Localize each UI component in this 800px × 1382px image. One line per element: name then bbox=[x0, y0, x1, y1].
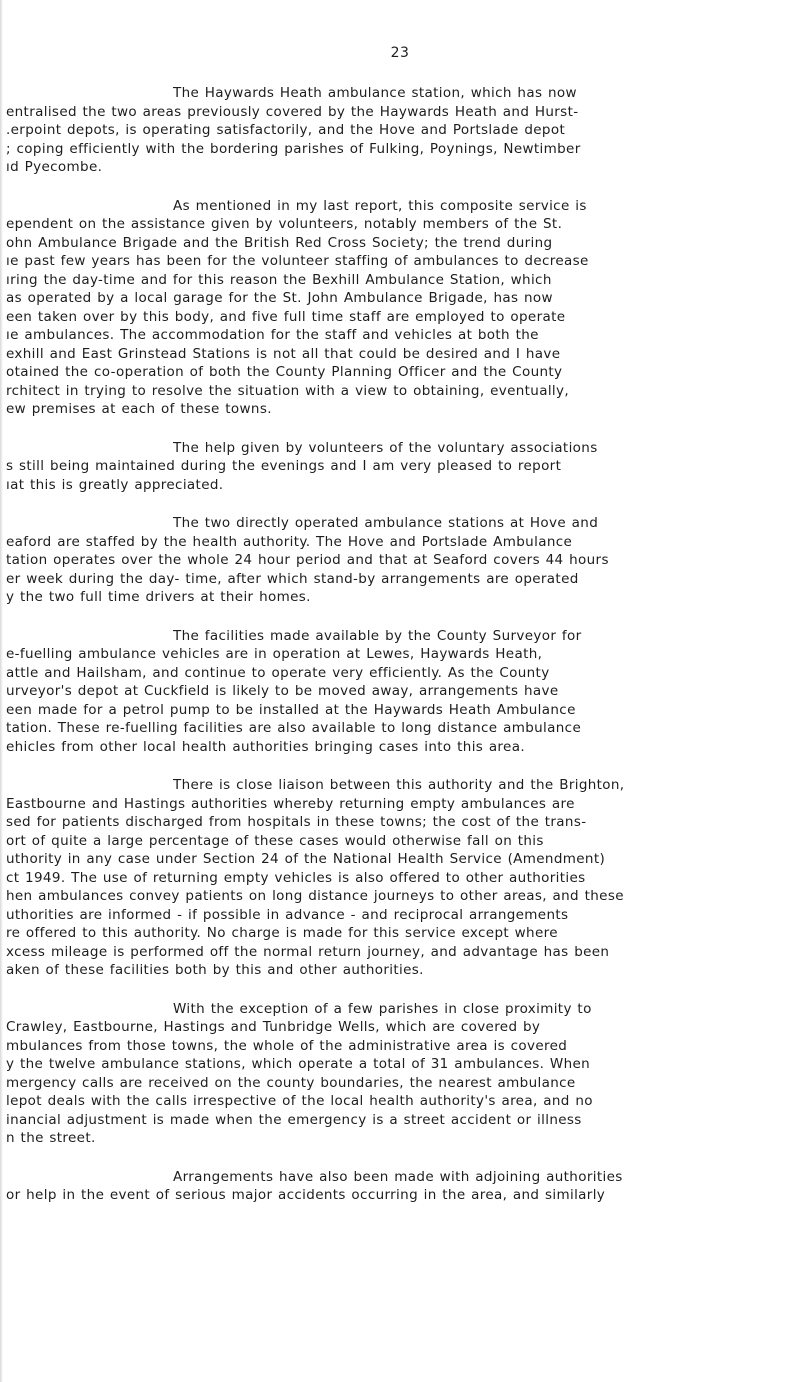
text-line: Eastbourne and Hastings authorities whereby returning empty ambulances are bbox=[6, 795, 575, 812]
text-line: ıe past few years has been for the volunteer staffing of ambulances to decrease bbox=[6, 253, 589, 269]
text-line: tation operates over the whole 24 hour period and that at Seaford covers 44 hours bbox=[6, 552, 609, 568]
text-line: uthorities are informed - if possible in advance - and reciprocal arrangements bbox=[6, 906, 569, 923]
text-line: lepot deals with the calls irrespective of the local health authority's area, and no bbox=[6, 1093, 593, 1109]
text-line: .erpoint depots, is operating satisfactorily, and the Hove and Portslade depot bbox=[6, 122, 566, 138]
text-line: hen ambulances convey patients on long distance journeys to other areas, and these bbox=[6, 888, 624, 904]
text-line: ıring the day-time and for this reason the Bexhill Ambulance Station, which bbox=[6, 271, 552, 288]
text-line: tation. These re-fuelling facilities are also available to long distance ambulance bbox=[6, 720, 582, 736]
text-line: n the street. bbox=[6, 1130, 96, 1146]
text-line: aken of these facilities both by this and other authorities. bbox=[6, 962, 424, 978]
text-line: y the two full time drivers at their homes. bbox=[6, 589, 311, 605]
paragraph bbox=[0, 1000, 800, 1148]
text-line: mbulances from those towns, the whole of the administrative area is covered bbox=[6, 1037, 568, 1054]
text-line: Arrangements have also been made with adjoining authorities bbox=[173, 1168, 623, 1185]
text-line: ort of quite a large percentage of these cases would otherwise fall on this bbox=[6, 832, 544, 849]
text-line: y the twelve ambulance stations, which operate a total of 31 ambulances. When bbox=[6, 1056, 591, 1072]
text-line: e-fuelling ambulance vehicles are in operation at Lewes, Haywards Heath, bbox=[6, 646, 543, 662]
text-line: With the exception of a few parishes in close proximity to bbox=[173, 1000, 592, 1017]
paragraph bbox=[0, 1168, 800, 1205]
text-line: or help in the event of serious major accidents occurring in the area, and similarly bbox=[6, 1187, 606, 1203]
text-line: The Haywards Heath ambulance station, which has now bbox=[173, 85, 577, 101]
text-line: ıd Pyecombe. bbox=[6, 159, 103, 175]
text-line: sed for patients discharged from hospitals in these towns; the cost of the trans- bbox=[6, 814, 587, 830]
text-line: mergency calls are received on the county boundaries, the nearest ambulance bbox=[6, 1074, 576, 1091]
text-line: re offered to this authority. No charge is made for this service except where bbox=[6, 925, 558, 941]
text-line: Crawley, Eastbourne, Hastings and Tunbridge Wells, which are covered by bbox=[6, 1019, 541, 1035]
text-line: ct 1949. The use of returning empty vehicles is also offered to other authorities bbox=[6, 869, 586, 886]
text-line: ependent on the assistance given by volunteers, notably members of the St. bbox=[6, 216, 563, 232]
text-line: uthority in any case under Section 24 of the National Health Service (Amendment) bbox=[6, 851, 606, 867]
text-line: er week during the day- time, after which stand-by arrangements are operated bbox=[6, 570, 579, 587]
paragraph bbox=[0, 514, 800, 607]
text-line: ehicles from other local health authorities bringing cases into this area. bbox=[6, 738, 525, 755]
text-line: xcess mileage is performed off the normal return journey, and advantage has been bbox=[6, 943, 610, 960]
text-line: as operated by a local garage for the St. John Ambulance Brigade, has now bbox=[6, 290, 553, 306]
text-line: inancial adjustment is made when the emergency is a street accident or illness bbox=[6, 1111, 582, 1128]
text-line: As mentioned in my last report, this composite service is bbox=[173, 197, 587, 214]
document-body bbox=[0, 84, 800, 1219]
text-line: eaford are staffed by the health authority. The Hove and Portslade Ambulance bbox=[6, 533, 573, 550]
text-line: The help given by volunteers of the voluntary associations bbox=[173, 439, 598, 456]
text-line: urveyor's depot at Cuckfield is likely to be moved away, arrangements have bbox=[6, 683, 559, 699]
text-line: ıe ambulances. The accommodation for the staff and vehicles at both the bbox=[6, 327, 539, 343]
text-line: otained the co-operation of both the County Planning Officer and the County bbox=[6, 364, 563, 380]
text-line: een taken over by this body, and five full time staff are employed to operate bbox=[6, 308, 566, 325]
text-line: ; coping efficiently with the bordering parishes of Fulking, Poynings, Newtimber bbox=[6, 140, 581, 157]
paragraph bbox=[0, 84, 800, 177]
text-line: ew premises at each of these towns. bbox=[6, 401, 272, 417]
text-line: een made for a petrol pump to be installed at the Haywards Heath Ambulance bbox=[6, 701, 576, 718]
page-number: 23 bbox=[390, 45, 410, 61]
paragraph bbox=[0, 439, 800, 495]
paragraph bbox=[0, 197, 800, 419]
text-line: ıat this is greatly appreciated. bbox=[6, 476, 224, 493]
text-line: The facilities made available by the County Surveyor for bbox=[173, 627, 582, 644]
text-line: The two directly operated ambulance stations at Hove and bbox=[173, 515, 599, 531]
text-line: entralised the two areas previously covered by the Haywards Heath and Hurst- bbox=[6, 103, 579, 120]
text-line: s still being maintained during the evenings and I am very pleased to report bbox=[6, 458, 562, 474]
paragraph bbox=[0, 627, 800, 757]
text-line: rchitect in trying to resolve the situation with a view to obtaining, eventually, bbox=[6, 382, 570, 399]
text-line: exhill and East Grinstead Stations is not all that could be desired and I have bbox=[6, 345, 561, 362]
paragraph bbox=[0, 776, 800, 980]
text-line: attle and Hailsham, and continue to operate very efficiently. As the County bbox=[6, 664, 550, 681]
text-line: There is close liaison between this authority and the Brighton, bbox=[173, 777, 625, 793]
text-line: ohn Ambulance Brigade and the British Red Cross Society; the trend during bbox=[6, 234, 553, 251]
